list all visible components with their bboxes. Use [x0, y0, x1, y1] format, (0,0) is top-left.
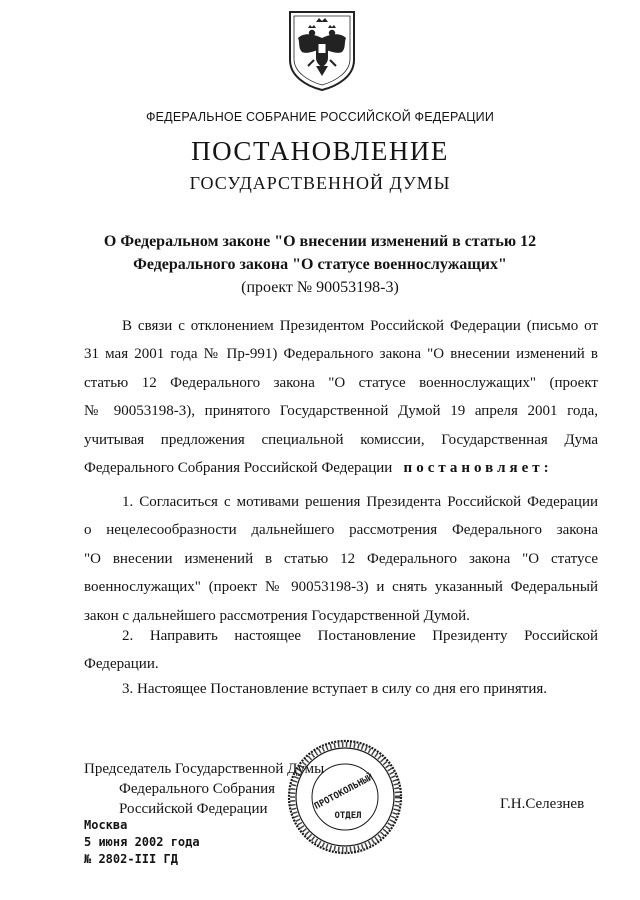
document-number: № 2802-III ГД [84, 852, 178, 866]
paragraph-line: 31 мая 2001 года № Пр-991) Федерального закона "О внесении изменений в [84, 346, 598, 363]
paragraph-line: закон с дальнейшего рассмотрения Государственной Думой. [84, 607, 470, 624]
paragraph-line: Федерации. [84, 656, 159, 673]
clause-2-paragraph [84, 622, 598, 679]
signer-name: Г.Н.Селезнев [500, 796, 585, 812]
paragraph-line: военнослужащих" (проект № 90053198-3) и снять указанный Федеральный [84, 579, 598, 596]
resolution-heading [0, 230, 640, 299]
document-subtitle: ГОСУДАРСТВЕННОЙ ДУМЫ [189, 173, 451, 193]
clause-3-paragraph [84, 675, 598, 703]
office-stamp [286, 738, 404, 856]
paragraph-line: 1. Согласиться с мотивами решения Президента Российской Федерации [122, 494, 598, 510]
heading-line-2: Федерального закона "О статусе военнослужащих" [133, 256, 507, 273]
issue-date: 5 июня 2002 года [84, 835, 200, 849]
signer-title-line-3: Российской Федерации [119, 801, 268, 817]
paragraph-line: статью 12 Федерального закона "О статусе военнослужащих" (проект [84, 374, 598, 391]
document-meta [84, 817, 200, 868]
paragraph-line: 2. Направить настоящее Постановление Президенту Российской [122, 628, 598, 644]
document-title: ПОСТАНОВЛЕНИЕ [191, 136, 449, 166]
paragraph-line: о нецелесообразности дальнейшего рассмотрения Федерального закона [84, 522, 598, 539]
resolves-verb: постановляет: [403, 460, 553, 477]
clause-1-paragraph [84, 488, 598, 630]
issue-city: Москва [84, 818, 128, 832]
heading-line-1: О Федеральном законе "О внесении изменений в статью 12 [103, 233, 537, 250]
paragraph-line: 3. Настоящее Постановление вступает в силу со дня его принятия. [122, 681, 548, 697]
stamp-center-bottom: ОТДЕЛ [334, 811, 362, 821]
state-emblem [286, 8, 358, 92]
paragraph-line: "О внесении изменений в статью 12 Федерального закона "О статусе [84, 550, 598, 567]
preamble-paragraph [84, 312, 598, 482]
round-office-stamp-icon [286, 738, 404, 856]
double-headed-eagle-emblem-icon [286, 8, 358, 92]
stamp-center-top: ПРОТОКОЛЬНЫЙ [313, 772, 376, 812]
assembly-name: ФЕДЕРАЛЬНОЕ СОБРАНИЕ РОССИЙСКОЙ ФЕДЕРАЦИИ [145, 110, 495, 124]
paragraph-line: учитывая предложения специальной комиссии, Государственная Дума [84, 431, 598, 448]
signer-title-line-2: Федерального Собрания [119, 781, 276, 797]
paragraph-line: В связи с отклонением Президентом Российской Федерации (письмо от [122, 318, 598, 334]
heading-project-number: (проект № 90053198-3) [241, 279, 399, 296]
paragraph-line-text: Федерального Собрания Российской Федерации [84, 460, 393, 477]
paragraph-line-final [84, 454, 598, 482]
paragraph-line: № 90053198-3), принятого Государственной Думой 19 апреля 2001 года, [84, 403, 598, 420]
signer-title-line-1: Председатель Государственной Думы [84, 761, 325, 777]
